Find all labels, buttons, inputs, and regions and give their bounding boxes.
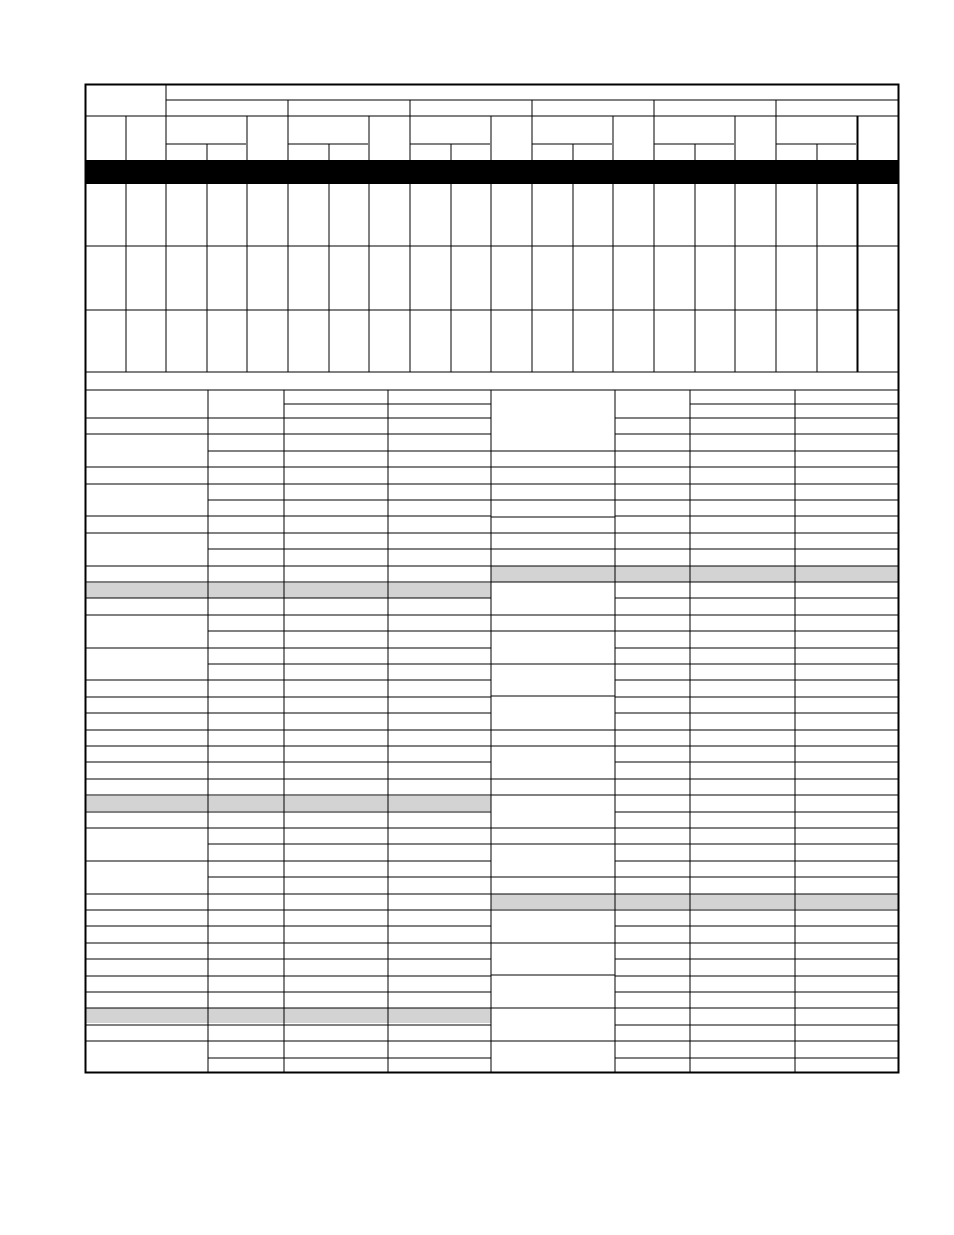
right-section-band-2 [491,894,898,909]
right-section-band-1 [491,566,898,582]
left-section-band-2 [86,796,491,811]
left-section-band-1 [86,583,491,598]
left-section-band-3 [86,1008,491,1023]
